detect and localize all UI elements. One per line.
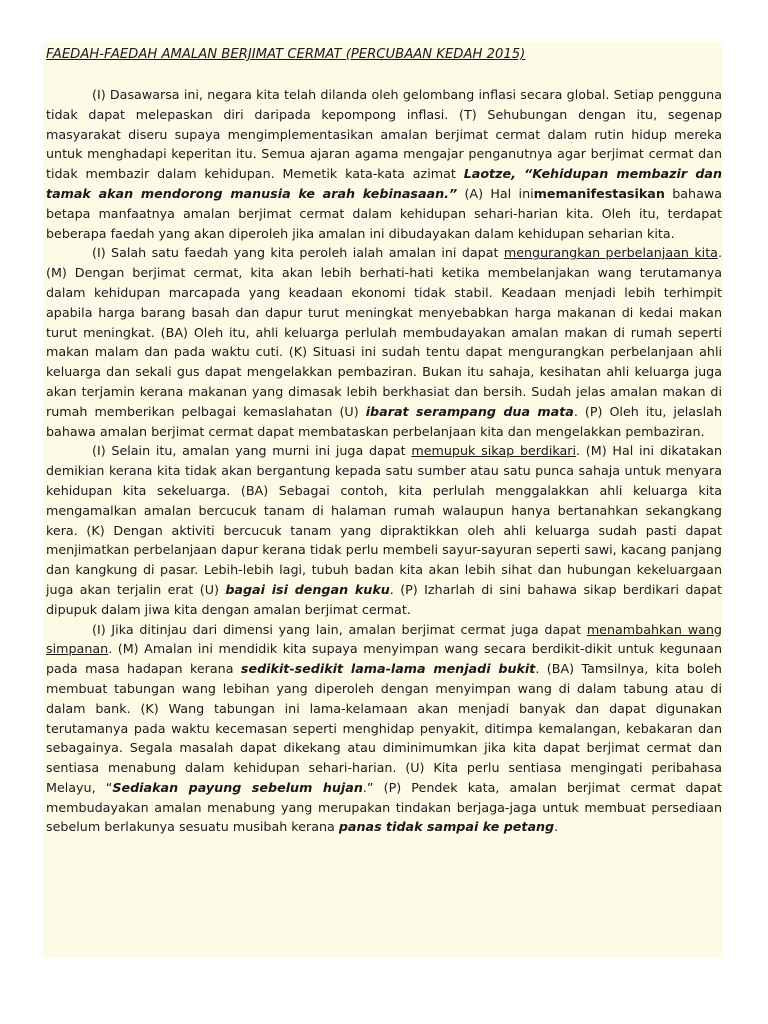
bold-italic-phrase: Laotze, “Kehidupan membazir dan tamak akan mendorong manusia ke arah kebinasaan.” bbox=[46, 166, 722, 201]
paragraph-text: . (P) Izharlah di sini bahawa sikap berdikari dapat dipupuk dalam jiwa kita dengan amalan berjimat cermat. bbox=[46, 581, 722, 617]
paragraph-text: . (P) Oleh itu, jelaslah bahawa amalan berjimat cermat dapat membataskan perbelanjaan kita dan mengelakkan pembaziran. bbox=[46, 403, 722, 439]
paragraph-text: (I) Jika ditinjau dari dimensi yang lain, amalan berjimat cermat juga dapat bbox=[92, 621, 587, 637]
paragraph-text: . (M) Hal ini dikatakan demikian kerana kita tidak akan bergantung kepada satu sumber atau satu punca sahaja untuk menyara kehidupan kita sekeluarga. (BA) Sebagai contoh, kita perlulah menggalakkan ahli keluarga kita mengamalkan amalan bercucuk tanam di halaman rumah walaupun hanya bertanahkan sekangkang kera. (K) Dengan aktiviti bercucuk tanam yang dipraktikkan oleh ahli keluarga sudah pasti dapat menjimatkan perbelanjaan dapur kerana tidak perlu membeli sayur-sayuran seperti sawi, kacang panjang dan kangkung di pasar. Lebih-lebih lagi, tubuh badan kita akan lebih sihat dan hubungan kekeluargaan juga akan terjalin erat (U) bbox=[46, 443, 722, 597]
document-page bbox=[43, 42, 723, 958]
bold-italic-phrase: ibarat serampang dua mata bbox=[365, 403, 574, 419]
essay-paragraph bbox=[46, 85, 722, 243]
essay-title: FAEDAH-FAEDAH AMALAN BERJIMAT CERMAT (PERCUBAAN KEDAH 2015) bbox=[46, 47, 526, 62]
paragraph-text: . (M) Dengan berjimat cermat, kita akan lebih berhati-hati ketika membelanjakan wang terutamanya dalam kehidupan marcapada yang keadaan ekonomi tidak stabil. Keadaan menjadi lebih terhimpit apabila harga barang basah dan dapur turut meningkat menyebabkan harga makanan di kedai makan turut meningkat. (BA) Oleh itu, ahli keluarga perlulah membudayakan amalan makan di rumah seperti makan malam dan pada waktu cuti. (K) Situasi ini sudah tentu dapat mengurangkan perbelanjaan ahli keluarga dan sekali gus dapat mengelakkan pembaziran. Bukan itu sahaja, kesihatan ahli keluarga juga akan terjamin kerana makanan yang dimasak lebih berkhasiat dan bersih. Sudah jelas amalan makan di rumah memberikan pelbagai kemaslahatan (U) bbox=[46, 245, 722, 419]
bold-italic-phrase: bagai isi dengan kuku bbox=[225, 581, 390, 597]
paragraph-text: (A) Hal ini bbox=[457, 185, 534, 201]
paragraph-text: (I) Salah satu faedah yang kita peroleh ialah amalan ini dapat bbox=[92, 245, 504, 261]
underlined-point: menambahkan wang simpanan bbox=[46, 621, 722, 657]
essay-body bbox=[46, 85, 722, 837]
paragraph-text: . bbox=[554, 819, 559, 835]
paragraph-text: .” (P) Pendek kata, amalan berjimat cermat dapat membudayakan amalan menabung yang merupakan tindakan berjaga-jaga untuk membuat persediaan sebelum berlakunya sesuatu musibah kerana bbox=[46, 779, 722, 835]
paragraph-text: (I) Dasawarsa ini, negara kita telah dilanda oleh gelombang inflasi secara global. Setiap pengguna tidak dapat melepaskan diri daripada kepompong inflasi. (T) Sehubungan dengan itu, segenap masyarakat diseru supaya mengimplementasikan amalan berjimat cermat dalam rutin hidup mereka untuk menghadapi keperitan itu. Semua ajaran agama mengajar penganutnya agar berjimat cermat dan tidak membazir dalam kehidupan. Memetik kata-kata azimat bbox=[46, 87, 722, 182]
paragraph-text: (I) Selain itu, amalan yang murni ini juga dapat bbox=[92, 443, 412, 459]
essay-paragraph bbox=[46, 441, 722, 619]
essay-paragraph bbox=[46, 243, 722, 441]
essay-paragraph bbox=[46, 620, 722, 838]
bold-italic-phrase: panas tidak sampai ke petang bbox=[338, 819, 555, 835]
bold-italic-phrase: Sediakan payung sebelum hujan bbox=[112, 779, 363, 795]
paragraph-text: . (BA) Tamsilnya, kita boleh membuat tabungan wang lebihan yang diperoleh dengan menyimpan wang di dalam tabung atau di dalam bank. (K) Wang tabungan ini lama-kelamaan akan menjadi banyak dan dapat digunakan terutamanya pada waktu kecemasan seperti menghidap penyakit, ditimpa kemalangan, kebakaran dan sebagainya. Segala masalah dapat dikekang atau diminimumkan jika kita dapat berjimat cermat dan sentiasa menabung dalam kehidupan sehari-harian. (U) Kita perlu sentiasa mengingati peribahasa Melayu, “ bbox=[46, 661, 722, 795]
bold-italic-phrase: sedikit-sedikit lama-lama menjadi bukit bbox=[240, 661, 536, 677]
bold-term: memanifestasikan bbox=[533, 185, 665, 201]
underlined-point: memupuk sikap berdikari bbox=[411, 443, 577, 459]
paragraph-text: bahawa betapa manfaatnya amalan berjimat cermat dalam kehidupan sehari-harian kita. Oleh itu, terdapat beberapa faedah yang akan diperoleh jika amalan ini dibudayakan dalam kehidupan seharian kita. bbox=[46, 185, 723, 241]
underlined-point: mengurangkan perbelanjaan kita bbox=[503, 245, 718, 261]
paragraph-text: . (M) Amalan ini mendidik kita supaya menyimpan wang secara berdikit-dikit untuk kegunaan pada masa hadapan kerana bbox=[46, 641, 722, 677]
